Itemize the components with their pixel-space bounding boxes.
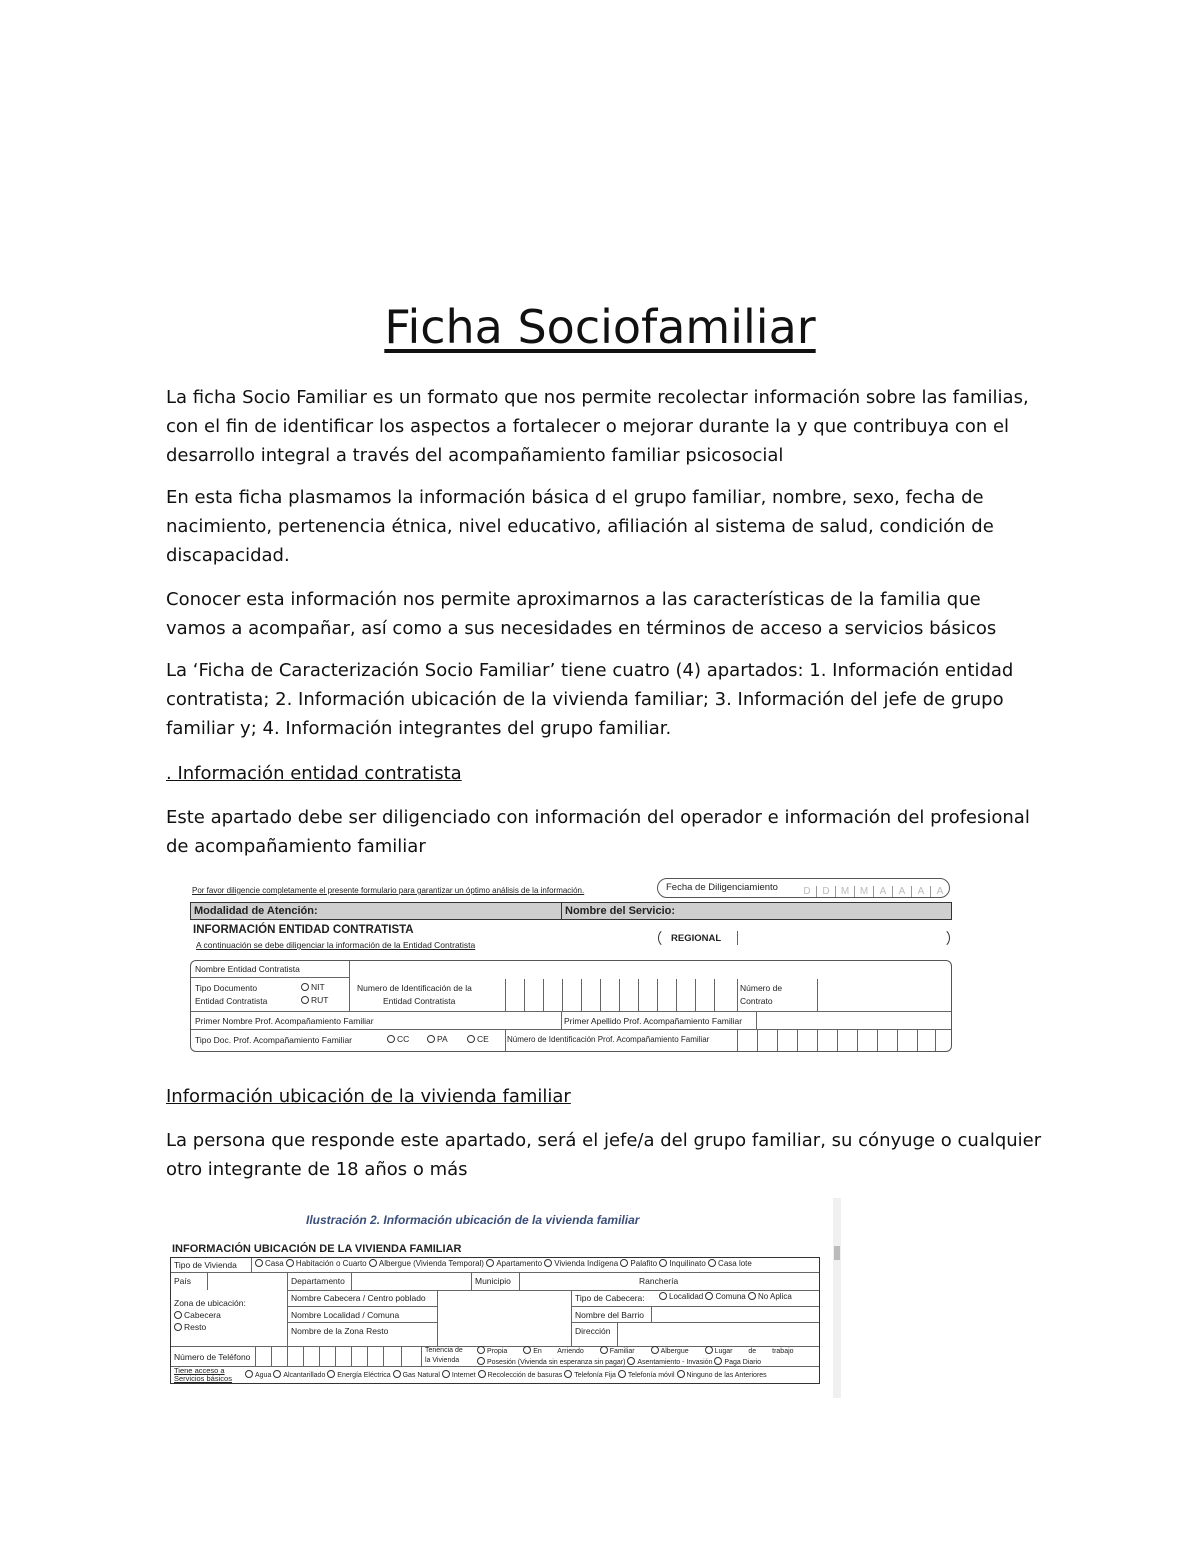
form2-servicios-options [245,1370,767,1379]
section2-heading: Información ubicación de la vivienda familiar [166,1086,571,1107]
intro-paragraph-4: La ‘Ficha de Caracterización Socio Familiar’ tiene cuatro (4) apartados: 1. Información entidad contratista; 2. Información ubicación de la vivienda familiar; 3. Información del jefe de grupo familiar y; 4. Información integrantes del grupo familiar. [166,660,1014,739]
zona-option: Cabecera [174,1310,221,1320]
form1-date-cells [798,881,949,899]
form1-opt-rut: RUT [301,995,328,1005]
intro-paragraph-3: Conocer esta información nos permite aproximarnos a las características de la familia que vamos a acompañar, así como a sus necesidades en términos de acceso a servicios básicos [166,589,997,639]
section1-heading: . Información entidad contratista [166,763,462,784]
date-cell: D [803,886,811,897]
page-title: Ficha Sociofamiliar [384,300,816,354]
form1-tipo-doc-prof: Tipo Doc. Prof. Acompañamiento Familiar [195,1035,352,1045]
form2-tenencia-options-row2 [477,1357,761,1366]
form2-cabecera-nombre: Nombre Cabecera / Centro poblado [291,1293,426,1303]
vivienda-option: Palafito [620,1259,657,1268]
tenencia-option: Familiar [600,1348,635,1355]
tenencia-option: Posesión (Vivienda sin esperanza sin pagar) [477,1359,625,1366]
servicio-option: Energía Eléctrica [327,1372,390,1379]
form1-primer-apellido: Primer Apellido Prof. Acompañamiento Familiar [564,1016,743,1026]
servicio-option: Telefonía Fija [564,1372,616,1379]
vivienda-option: Habitación o Cuarto [286,1259,367,1268]
form1-regional: REGIONAL [671,933,722,944]
vivienda-option: Inquilinato [659,1259,705,1268]
vivienda-option: Albergue (Vivienda Temporal) [369,1259,484,1268]
form1-opt-cc: CC [387,1034,409,1044]
form1-tipo-doc-label-2: Entidad Contratista [195,996,268,1006]
cabecera-option: Comuna [705,1292,745,1301]
form2-tenencia-options-row1 [477,1346,794,1355]
form2-telefono: Número de Teléfono [174,1352,251,1362]
form1-section-title: INFORMACIÓN ENTIDAD CONTRATISTA [193,924,414,936]
form2-main-table [170,1257,820,1384]
form1-num-contrato-label: Número de [740,983,783,993]
date-cell: A [892,886,911,897]
scrollbar [833,1198,841,1398]
tenencia-option: Lugar de trabajo [705,1348,794,1355]
cabecera-option: Localidad [659,1292,703,1301]
servicio-option: Agua [245,1372,271,1379]
vivienda-option: Apartamento [486,1259,542,1268]
cabecera-option: No Aplica [748,1292,792,1301]
form1-num-id-label: Numero de Identificación de la [357,983,472,993]
form2-localidad: Nombre Localidad / Comuna [291,1310,400,1320]
form1-primer-nombre: Primer Nombre Prof. Acompañamiento Familiar [195,1016,374,1026]
form2-zona: Zona de ubicación: [174,1298,246,1308]
intro-paragraph-1: La ficha Socio Familiar es un formato que nos permite recolectar información sobre las familias, con el fin de identificar los aspectos a fortalecer o mejorar durante la y que contribuya con el desarrollo integral a través del acompañamiento familiar psicosocial [166,387,1029,466]
servicio-option: Internet [442,1372,476,1379]
form2-direccion: Dirección [575,1326,611,1336]
form1-regional-box [658,928,950,948]
servicio-option: Ninguno de las Anteriores [677,1372,767,1379]
form1-opt-nit: NIT [301,982,325,992]
form2-zona-resto: Nombre de la Zona Resto [291,1326,389,1336]
date-cell: D [816,886,835,897]
form1-num-id-prof: Número de Identificación Prof. Acompañamiento Familiar [507,1035,710,1044]
date-cell: M [854,886,873,897]
form2-tipo-cabecera: Tipo de Cabecera: [575,1293,645,1303]
tenencia-option: Albergue [651,1348,689,1355]
section1-text: Este apartado debe ser diligenciado con información del operador e información del profesional de acompañamiento familiar [166,807,1030,857]
form2-vivienda-options [255,1259,752,1268]
servicio-option: Gas Natural [393,1372,440,1379]
form1-opt-ce: CE [467,1034,489,1044]
tenencia-option: Asentamiento - Invasión [627,1359,712,1366]
form2-rancheria: Ranchería [639,1276,679,1286]
form1-num-contrato-label-2: Contrato [740,996,773,1006]
form2-tenencia: Tenencia de [425,1347,463,1354]
date-cell: A [930,886,949,897]
form1-main-table [190,960,952,1052]
form2-servicios-2: Servicios básicos [174,1374,232,1383]
date-cell: A [873,886,892,897]
date-cell: A [911,886,930,897]
form1-num-id-label-2: Entidad Contratista [383,996,456,1006]
servicio-option: Recolección de basuras [478,1372,563,1379]
form2-municipio: Municipio [475,1276,511,1286]
servicio-option: Telefonía móvil [618,1372,675,1379]
form2-tenencia-2: la Vivienda [425,1357,460,1364]
form2-departamento: Departamento [291,1276,345,1286]
form1-servicio: Nombre del Servicio: [565,905,676,917]
form1-opt-pa: PA [427,1034,448,1044]
section2-text: La persona que responde este apartado, será el jefe/a del grupo familiar, su cónyuge o cualquier otro integrante de 18 años o más [166,1130,1042,1180]
intro-paragraph-2: En esta ficha plasmamos la información básica d el grupo familiar, nombre, sexo, fecha de nacimiento, pertenencia étnica, nivel educativo, afiliación al sistema de salud, condición de discapacidad. [166,487,994,566]
form1-date-box [657,878,950,898]
form-ubicacion-vivienda-image [166,1198,841,1398]
form2-cabecera-options [659,1292,792,1301]
form2-caption: Ilustración 2. Información ubicación de la vivienda familiar [306,1213,640,1227]
tenencia-option: En Arriendo [523,1348,584,1355]
vivienda-option: Casa [255,1259,284,1268]
form2-barrio: Nombre del Barrio [575,1310,644,1320]
form2-section-title: INFORMACIÓN UBICACIÓN DE LA VIVIENDA FAMILIAR [172,1243,462,1255]
servicio-option: Alcantarillado [273,1372,325,1379]
zona-option: Resto [174,1322,206,1332]
date-cell: M [835,886,854,897]
vivienda-option: Vivienda Indígena [544,1259,618,1268]
form1-header-bar [190,902,952,920]
form2-servicios: Tiene acceso a [174,1366,225,1375]
form2-tipo-vivienda: Tipo de Vivienda [174,1260,237,1270]
tenencia-option: Paga Diario [714,1359,761,1366]
form1-modalidad: Modalidad de Atención: [194,905,318,917]
form1-date-label: Fecha de Diligenciamiento [666,882,778,893]
vivienda-option: Casa lote [708,1259,752,1268]
form1-note: Por favor diligencie completamente el presente formulario para garantizar un óptimo análisis de la información. [192,886,585,895]
form1-tipo-doc-label: Tipo Documento [195,983,258,993]
form1-section-sub: A continuación se debe diligenciar la información de la Entidad Contratista [196,940,476,950]
tenencia-option: Propia [477,1348,507,1355]
form1-entity-name: Nombre Entidad Contratista [195,964,300,974]
form-entidad-contratista-image [190,876,952,1056]
form2-pais: País [174,1276,192,1286]
